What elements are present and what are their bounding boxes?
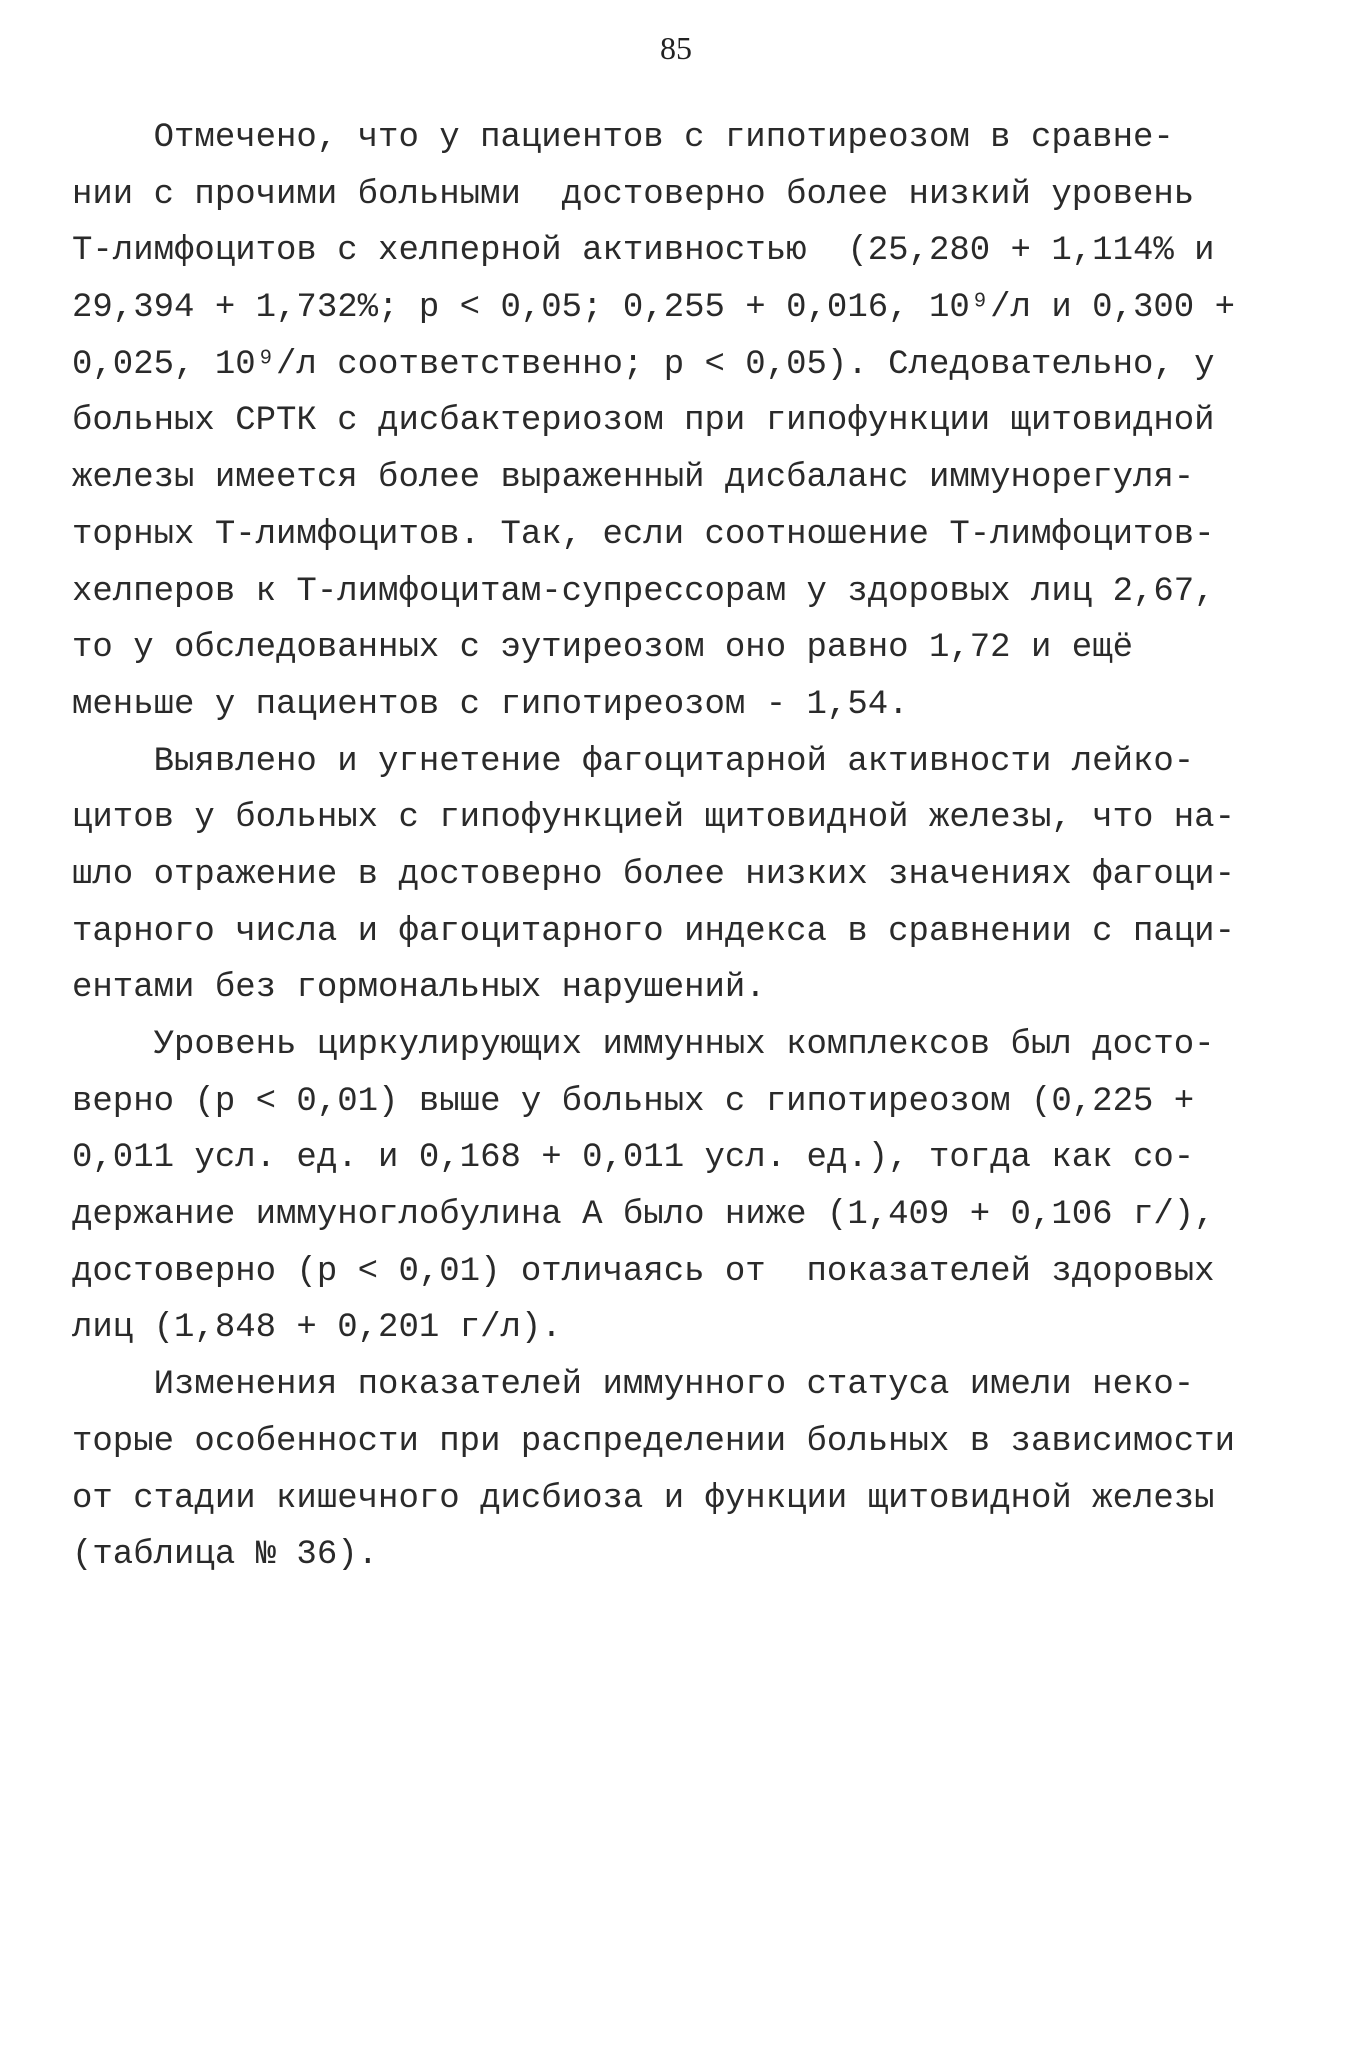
- body-text: [72, 110, 1292, 1584]
- text-line: Отмечено, что у пациентов с гипотиреозом в сравне-: [72, 119, 1174, 157]
- text-line: Изменения показателей иммунного статуса имели неко-: [72, 1366, 1195, 1405]
- text-line: меньше у пациентов с гипотиреозом - 1,54.: [72, 685, 909, 724]
- text-line: нии с прочими больными достоверно более низкий уровень: [72, 175, 1195, 214]
- text-line: то у обследованных с эутиреозом оно равно 1,72 и ещё: [72, 629, 1133, 668]
- text-line: держание иммуноглобулина А было ниже (1,409 + 0,106 г/),: [72, 1196, 1215, 1235]
- text-line: шло отражение в достоверно более низких значениях фагоци-: [72, 855, 1235, 894]
- text-line: лиц (1,848 + 0,201 г/л).: [72, 1309, 562, 1348]
- text-line: хелперов к Т-лимфоцитам-супрессорам у здоровых лиц 2,67,: [72, 572, 1215, 611]
- text-line: 0,011 усл. ед. и 0,168 + 0,011 усл. ед.), тогда как со-: [72, 1139, 1195, 1178]
- text-line: Выявлено и угнетение фагоцитарной активности лейко-: [72, 742, 1195, 781]
- text-line: достоверно (p < 0,01) отличаясь от показателей здоровых: [72, 1252, 1215, 1291]
- text-line: ентами без гормональных нарушений.: [72, 969, 766, 1008]
- text-line: цитов у больных с гипофункцией щитовидной железы, что на-: [72, 799, 1235, 838]
- text-line: 0,025, 10⁹/л соответственно; p < 0,05). Следовательно, у: [72, 345, 1215, 384]
- page-number: 85: [660, 30, 692, 66]
- text-line: от стадии кишечного дисбиоза и функции щитовидной железы: [72, 1479, 1215, 1518]
- text-line: больных СРТК с дисбактериозом при гипофункции щитовидной: [72, 402, 1215, 441]
- text-line: верно (p < 0,01) выше у больных с гипотиреозом (0,225 +: [72, 1082, 1195, 1121]
- text-line: торных Т-лимфоцитов. Так, если соотношение Т-лимфоцитов-: [72, 515, 1215, 554]
- text-line: (таблица № 36).: [72, 1536, 379, 1575]
- text-line: тарного числа и фагоцитарного индекса в сравнении с паци-: [72, 912, 1235, 951]
- text-line: Уровень циркулирующих иммунных комплексов был досто-: [72, 1026, 1215, 1064]
- text-line: Т-лимфоцитов с хелперной активностью (25,280 + 1,114% и: [72, 232, 1215, 271]
- text-line: торые особенности при распределении больных в зависимости: [72, 1422, 1235, 1461]
- text-line: железы имеется более выраженный дисбаланс иммунорегуля-: [72, 459, 1195, 498]
- text-line: 29,394 + 1,732%; p < 0,05; 0,255 + 0,016, 10⁹/л и 0,300 +: [72, 289, 1235, 328]
